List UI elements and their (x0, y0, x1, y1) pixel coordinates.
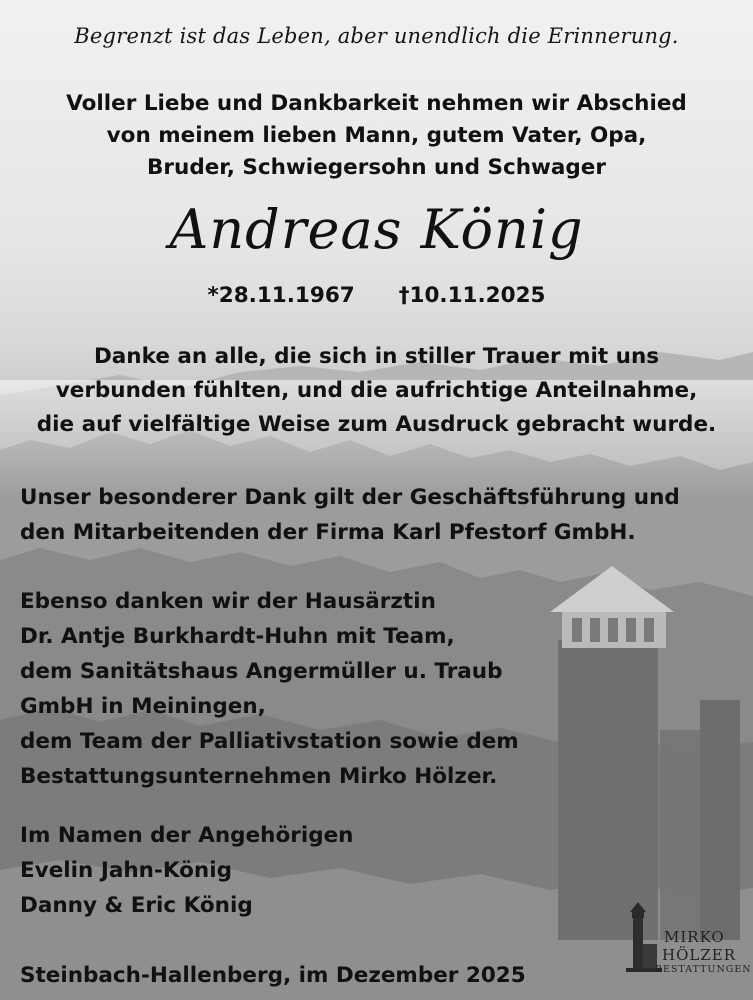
further-thanks-line: Ebenso danken wir der Hausärztin (20, 589, 436, 614)
signature-line: Danny & Eric König (20, 893, 253, 918)
intro-text (0, 88, 753, 184)
thanks-line: die auf vielfältige Weise zum Ausdruck gebracht wurde. (36, 412, 717, 437)
death-date: †10.11.2025 (398, 283, 546, 308)
motto: Begrenzt ist das Leben, aber unendlich die Erinnerung. (74, 24, 679, 48)
further-thanks-line: GmbH in Meiningen, (20, 694, 266, 719)
logo-text-business: BESTATTUNGEN (655, 964, 752, 975)
further-thanks-line: dem Sanitätshaus Angermüller u. Traub (20, 659, 503, 684)
thanks-line: verbunden fühlten, und die aufrichtige Anteilnahme, (55, 378, 698, 403)
further-thanks-line: Bestattungsunternehmen Mirko Hölzer. (20, 764, 498, 789)
funeral-home-logo (620, 898, 750, 988)
logo-text-first: MIRKO (664, 928, 725, 946)
logo-text-last: HÖLZER (662, 946, 737, 964)
deceased-name: Andreas König (169, 198, 584, 261)
further-thanks-line: Dr. Antje Burkhardt-Huhn mit Team, (20, 624, 455, 649)
special-thanks-line: den Mitarbeitenden der Firma Karl Pfestorf GmbH. (20, 520, 636, 545)
birth-date: *28.11.1967 (207, 283, 355, 308)
intro-line: von meinem lieben Mann, gutem Vater, Opa, (106, 123, 647, 148)
place-and-date: Steinbach-Hallenberg, im Dezember 2025 (20, 963, 526, 988)
intro-line: Bruder, Schwiegersohn und Schwager (147, 155, 606, 180)
thanks-line: Danke an alle, die sich in stiller Trauer mit uns (93, 344, 660, 369)
special-thanks-line: Unser besonderer Dank gilt der Geschäftsführung und (20, 485, 680, 510)
life-dates (0, 280, 753, 312)
intro-line: Voller Liebe und Dankbarkeit nehmen wir Abschied (66, 91, 687, 116)
further-thanks-line: dem Team der Palliativstation sowie dem (20, 729, 519, 754)
signature-line: Im Namen der Angehörigen (20, 823, 354, 848)
further-thanks (20, 584, 740, 794)
thanks-text (0, 340, 753, 442)
signature-line: Evelin Jahn-König (20, 858, 232, 883)
special-thanks (20, 480, 740, 550)
